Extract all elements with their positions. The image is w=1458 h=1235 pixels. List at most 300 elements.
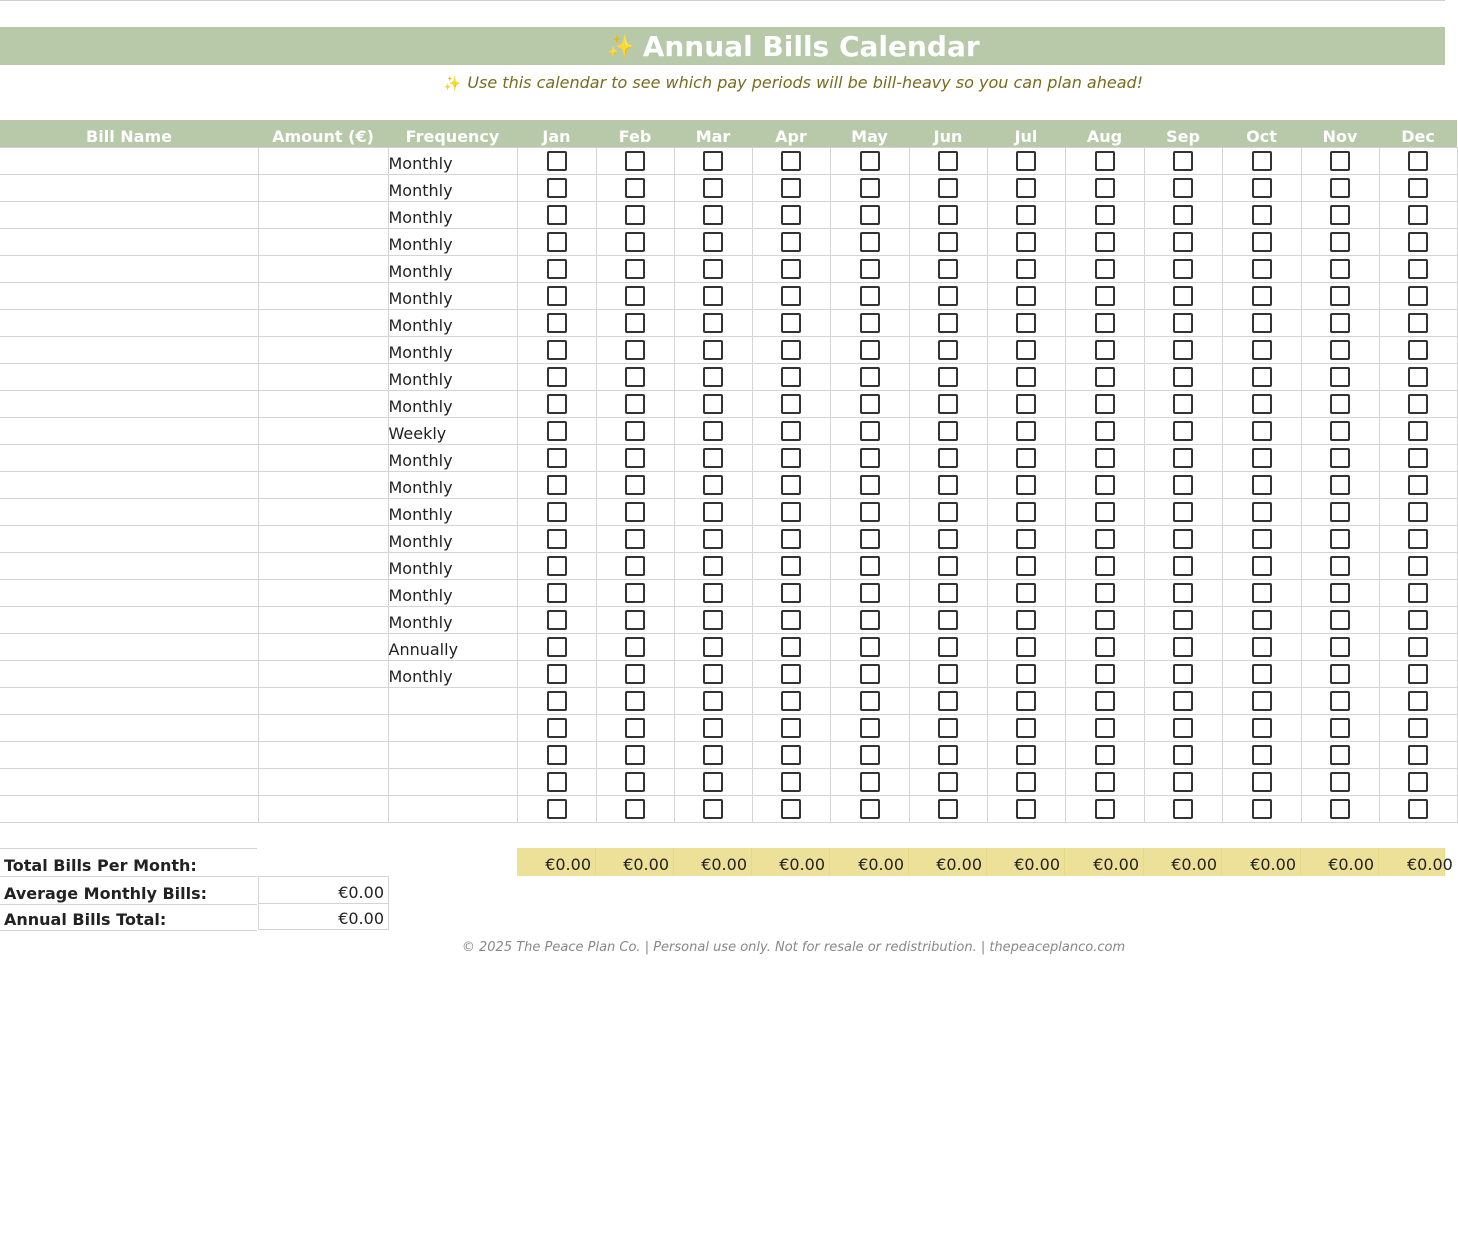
checkbox[interactable] [781,313,801,333]
checkbox[interactable] [625,610,645,630]
checkbox[interactable] [1173,610,1193,630]
checkbox[interactable] [1252,637,1272,657]
checkbox[interactable] [781,718,801,738]
checkbox[interactable] [860,232,880,252]
checkbox[interactable] [625,421,645,441]
checkbox[interactable] [1330,178,1350,198]
frequency-cell[interactable]: Monthly [388,553,517,580]
checkbox[interactable] [625,691,645,711]
checkbox[interactable] [1016,205,1036,225]
checkbox[interactable] [1252,178,1272,198]
checkbox[interactable] [1173,394,1193,414]
checkbox[interactable] [547,286,567,306]
checkbox[interactable] [1173,502,1193,522]
checkbox[interactable] [1252,799,1272,819]
amount-cell[interactable] [258,202,388,229]
checkbox[interactable] [1330,421,1350,441]
checkbox[interactable] [1016,340,1036,360]
checkbox[interactable] [938,448,958,468]
checkbox[interactable] [1173,151,1193,171]
checkbox[interactable] [703,583,723,603]
checkbox[interactable] [1330,313,1350,333]
checkbox[interactable] [1016,691,1036,711]
checkbox[interactable] [781,691,801,711]
checkbox[interactable] [1252,232,1272,252]
checkbox[interactable] [860,421,880,441]
checkbox[interactable] [625,637,645,657]
checkbox[interactable] [1330,691,1350,711]
checkbox[interactable] [547,556,567,576]
checkbox[interactable] [1330,340,1350,360]
checkbox[interactable] [860,610,880,630]
checkbox[interactable] [1330,664,1350,684]
checkbox[interactable] [1252,772,1272,792]
checkbox[interactable] [1095,340,1115,360]
bill-name-cell[interactable] [0,796,258,823]
bill-name-cell[interactable] [0,661,258,688]
checkbox[interactable] [1095,259,1115,279]
checkbox[interactable] [1016,502,1036,522]
bill-name-cell[interactable] [0,607,258,634]
checkbox[interactable] [1016,475,1036,495]
checkbox[interactable] [1252,151,1272,171]
checkbox[interactable] [860,286,880,306]
checkbox[interactable] [625,475,645,495]
checkbox[interactable] [1330,151,1350,171]
checkbox[interactable] [1408,151,1428,171]
checkbox[interactable] [938,691,958,711]
checkbox[interactable] [938,502,958,522]
checkbox[interactable] [1330,394,1350,414]
checkbox[interactable] [781,610,801,630]
checkbox[interactable] [1252,556,1272,576]
bill-name-cell[interactable] [0,499,258,526]
checkbox[interactable] [547,772,567,792]
checkbox[interactable] [1173,529,1193,549]
checkbox[interactable] [938,745,958,765]
checkbox[interactable] [1095,205,1115,225]
amount-cell[interactable] [258,256,388,283]
checkbox[interactable] [1016,178,1036,198]
checkbox[interactable] [938,232,958,252]
checkbox[interactable] [1330,232,1350,252]
checkbox[interactable] [1016,313,1036,333]
checkbox[interactable] [781,529,801,549]
checkbox[interactable] [860,745,880,765]
checkbox[interactable] [1408,583,1428,603]
checkbox[interactable] [625,313,645,333]
checkbox[interactable] [1016,286,1036,306]
checkbox[interactable] [1095,745,1115,765]
checkbox[interactable] [1095,556,1115,576]
checkbox[interactable] [860,340,880,360]
checkbox[interactable] [1252,664,1272,684]
checkbox[interactable] [781,205,801,225]
checkbox[interactable] [1252,394,1272,414]
checkbox[interactable] [1095,718,1115,738]
checkbox[interactable] [547,394,567,414]
checkbox[interactable] [938,583,958,603]
checkbox[interactable] [1408,313,1428,333]
checkbox[interactable] [860,205,880,225]
checkbox[interactable] [1252,583,1272,603]
bill-name-cell[interactable] [0,148,258,175]
checkbox[interactable] [547,718,567,738]
checkbox[interactable] [1016,610,1036,630]
checkbox[interactable] [1095,448,1115,468]
checkbox[interactable] [1016,637,1036,657]
checkbox[interactable] [1016,583,1036,603]
checkbox[interactable] [1173,475,1193,495]
checkbox[interactable] [1095,772,1115,792]
amount-cell[interactable] [258,283,388,310]
checkbox[interactable] [1095,394,1115,414]
bill-name-cell[interactable] [0,634,258,661]
checkbox[interactable] [1173,583,1193,603]
frequency-cell[interactable] [388,796,517,823]
frequency-cell[interactable]: Monthly [388,580,517,607]
checkbox[interactable] [1252,421,1272,441]
amount-cell[interactable] [258,796,388,823]
checkbox[interactable] [1095,178,1115,198]
checkbox[interactable] [547,421,567,441]
amount-cell[interactable] [258,715,388,742]
checkbox[interactable] [703,529,723,549]
checkbox[interactable] [547,664,567,684]
frequency-cell[interactable]: Monthly [388,175,517,202]
checkbox[interactable] [1408,421,1428,441]
checkbox[interactable] [781,556,801,576]
amount-cell[interactable] [258,418,388,445]
checkbox[interactable] [1095,664,1115,684]
checkbox[interactable] [1095,610,1115,630]
checkbox[interactable] [1408,529,1428,549]
checkbox[interactable] [1016,745,1036,765]
checkbox[interactable] [1252,610,1272,630]
checkbox[interactable] [781,421,801,441]
amount-cell[interactable] [258,661,388,688]
checkbox[interactable] [625,664,645,684]
checkbox[interactable] [860,529,880,549]
checkbox[interactable] [703,340,723,360]
checkbox[interactable] [860,799,880,819]
checkbox[interactable] [1330,745,1350,765]
checkbox[interactable] [1173,259,1193,279]
checkbox[interactable] [1252,340,1272,360]
checkbox[interactable] [938,529,958,549]
checkbox[interactable] [938,718,958,738]
checkbox[interactable] [625,340,645,360]
checkbox[interactable] [547,151,567,171]
checkbox[interactable] [1173,340,1193,360]
amount-cell[interactable] [258,580,388,607]
frequency-cell[interactable]: Monthly [388,607,517,634]
checkbox[interactable] [547,529,567,549]
checkbox[interactable] [547,691,567,711]
frequency-cell[interactable]: Monthly [388,202,517,229]
checkbox[interactable] [860,313,880,333]
checkbox[interactable] [1095,475,1115,495]
checkbox[interactable] [1252,691,1272,711]
checkbox[interactable] [781,637,801,657]
checkbox[interactable] [547,259,567,279]
checkbox[interactable] [1330,475,1350,495]
checkbox[interactable] [1252,286,1272,306]
checkbox[interactable] [1408,799,1428,819]
checkbox[interactable] [547,610,567,630]
bill-name-cell[interactable] [0,526,258,553]
frequency-cell[interactable]: Monthly [388,229,517,256]
checkbox[interactable] [547,313,567,333]
checkbox[interactable] [1095,232,1115,252]
checkbox[interactable] [1330,529,1350,549]
checkbox[interactable] [1408,448,1428,468]
checkbox[interactable] [781,259,801,279]
bill-name-cell[interactable] [0,553,258,580]
checkbox[interactable] [703,556,723,576]
checkbox[interactable] [547,637,567,657]
checkbox[interactable] [1330,799,1350,819]
checkbox[interactable] [1173,772,1193,792]
checkbox[interactable] [1095,367,1115,387]
checkbox[interactable] [1330,718,1350,738]
checkbox[interactable] [625,448,645,468]
checkbox[interactable] [625,367,645,387]
amount-cell[interactable] [258,391,388,418]
frequency-cell[interactable] [388,769,517,796]
checkbox[interactable] [781,475,801,495]
checkbox[interactable] [1408,286,1428,306]
checkbox[interactable] [1173,421,1193,441]
amount-cell[interactable] [258,526,388,553]
checkbox[interactable] [1330,502,1350,522]
checkbox[interactable] [1095,691,1115,711]
checkbox[interactable] [1330,367,1350,387]
amount-cell[interactable] [258,634,388,661]
checkbox[interactable] [1016,367,1036,387]
checkbox[interactable] [1095,799,1115,819]
checkbox[interactable] [938,340,958,360]
amount-cell[interactable] [258,310,388,337]
bill-name-cell[interactable] [0,337,258,364]
checkbox[interactable] [1330,286,1350,306]
checkbox[interactable] [1173,718,1193,738]
checkbox[interactable] [938,556,958,576]
checkbox[interactable] [1408,502,1428,522]
frequency-cell[interactable]: Weekly [388,418,517,445]
checkbox[interactable] [625,232,645,252]
amount-cell[interactable] [258,229,388,256]
checkbox[interactable] [547,583,567,603]
checkbox[interactable] [1408,340,1428,360]
checkbox[interactable] [1095,286,1115,306]
checkbox[interactable] [1095,502,1115,522]
checkbox[interactable] [703,394,723,414]
frequency-cell[interactable]: Monthly [388,445,517,472]
checkbox[interactable] [625,205,645,225]
checkbox[interactable] [1016,232,1036,252]
checkbox[interactable] [1408,259,1428,279]
checkbox[interactable] [1173,286,1193,306]
checkbox[interactable] [860,394,880,414]
checkbox[interactable] [703,151,723,171]
checkbox[interactable] [938,151,958,171]
checkbox[interactable] [1408,772,1428,792]
checkbox[interactable] [781,394,801,414]
checkbox[interactable] [938,421,958,441]
checkbox[interactable] [781,772,801,792]
checkbox[interactable] [547,232,567,252]
checkbox[interactable] [781,286,801,306]
checkbox[interactable] [1408,178,1428,198]
checkbox[interactable] [860,637,880,657]
checkbox[interactable] [703,367,723,387]
checkbox[interactable] [781,799,801,819]
checkbox[interactable] [938,313,958,333]
checkbox[interactable] [1173,205,1193,225]
checkbox[interactable] [703,448,723,468]
checkbox[interactable] [1408,637,1428,657]
checkbox[interactable] [703,664,723,684]
checkbox[interactable] [703,718,723,738]
frequency-cell[interactable]: Monthly [388,499,517,526]
checkbox[interactable] [703,799,723,819]
checkbox[interactable] [547,475,567,495]
checkbox[interactable] [1252,475,1272,495]
checkbox[interactable] [1408,205,1428,225]
checkbox[interactable] [860,475,880,495]
checkbox[interactable] [1095,151,1115,171]
checkbox[interactable] [1408,610,1428,630]
checkbox[interactable] [1173,232,1193,252]
checkbox[interactable] [1408,475,1428,495]
checkbox[interactable] [938,610,958,630]
checkbox[interactable] [860,151,880,171]
checkbox[interactable] [1408,367,1428,387]
checkbox[interactable] [547,745,567,765]
bill-name-cell[interactable] [0,175,258,202]
checkbox[interactable] [703,637,723,657]
checkbox[interactable] [1095,637,1115,657]
checkbox[interactable] [1173,448,1193,468]
bill-name-cell[interactable] [0,256,258,283]
bill-name-cell[interactable] [0,472,258,499]
amount-cell[interactable] [258,175,388,202]
checkbox[interactable] [1408,745,1428,765]
checkbox[interactable] [860,259,880,279]
frequency-cell[interactable] [388,742,517,769]
frequency-cell[interactable]: Monthly [388,256,517,283]
checkbox[interactable] [703,259,723,279]
checkbox[interactable] [860,502,880,522]
checkbox[interactable] [1252,448,1272,468]
checkbox[interactable] [703,286,723,306]
amount-cell[interactable] [258,472,388,499]
checkbox[interactable] [1408,718,1428,738]
checkbox[interactable] [1330,448,1350,468]
checkbox[interactable] [1408,232,1428,252]
checkbox[interactable] [1252,313,1272,333]
checkbox[interactable] [1173,745,1193,765]
checkbox[interactable] [1252,529,1272,549]
amount-cell[interactable] [258,499,388,526]
checkbox[interactable] [703,610,723,630]
checkbox[interactable] [1016,529,1036,549]
checkbox[interactable] [1330,637,1350,657]
checkbox[interactable] [1330,610,1350,630]
checkbox[interactable] [1173,313,1193,333]
checkbox[interactable] [1016,448,1036,468]
checkbox[interactable] [625,583,645,603]
checkbox[interactable] [625,556,645,576]
amount-cell[interactable] [258,607,388,634]
checkbox[interactable] [1408,691,1428,711]
checkbox[interactable] [1330,556,1350,576]
checkbox[interactable] [781,178,801,198]
checkbox[interactable] [625,259,645,279]
checkbox[interactable] [1173,637,1193,657]
checkbox[interactable] [1016,556,1036,576]
checkbox[interactable] [703,745,723,765]
checkbox[interactable] [1252,205,1272,225]
checkbox[interactable] [1095,583,1115,603]
checkbox[interactable] [938,772,958,792]
checkbox[interactable] [860,178,880,198]
bill-name-cell[interactable] [0,742,258,769]
checkbox[interactable] [547,178,567,198]
checkbox[interactable] [938,394,958,414]
frequency-cell[interactable]: Monthly [388,337,517,364]
checkbox[interactable] [781,664,801,684]
frequency-cell[interactable]: Monthly [388,283,517,310]
checkbox[interactable] [703,178,723,198]
checkbox[interactable] [1173,799,1193,819]
checkbox[interactable] [1252,259,1272,279]
checkbox[interactable] [703,691,723,711]
frequency-cell[interactable]: Monthly [388,526,517,553]
checkbox[interactable] [938,259,958,279]
checkbox[interactable] [1016,421,1036,441]
checkbox[interactable] [860,772,880,792]
checkbox[interactable] [781,340,801,360]
amount-cell[interactable] [258,688,388,715]
checkbox[interactable] [1173,178,1193,198]
checkbox[interactable] [1016,799,1036,819]
bill-name-cell[interactable] [0,202,258,229]
checkbox[interactable] [938,205,958,225]
frequency-cell[interactable] [388,688,517,715]
checkbox[interactable] [1016,259,1036,279]
bill-name-cell[interactable] [0,769,258,796]
checkbox[interactable] [1016,394,1036,414]
bill-name-cell[interactable] [0,229,258,256]
amount-cell[interactable] [258,148,388,175]
checkbox[interactable] [781,232,801,252]
checkbox[interactable] [547,799,567,819]
checkbox[interactable] [1252,367,1272,387]
checkbox[interactable] [1173,367,1193,387]
checkbox[interactable] [625,799,645,819]
frequency-cell[interactable] [388,715,517,742]
bill-name-cell[interactable] [0,580,258,607]
checkbox[interactable] [1173,556,1193,576]
checkbox[interactable] [860,718,880,738]
checkbox[interactable] [703,475,723,495]
checkbox[interactable] [703,232,723,252]
checkbox[interactable] [1408,394,1428,414]
checkbox[interactable] [547,448,567,468]
checkbox[interactable] [938,637,958,657]
